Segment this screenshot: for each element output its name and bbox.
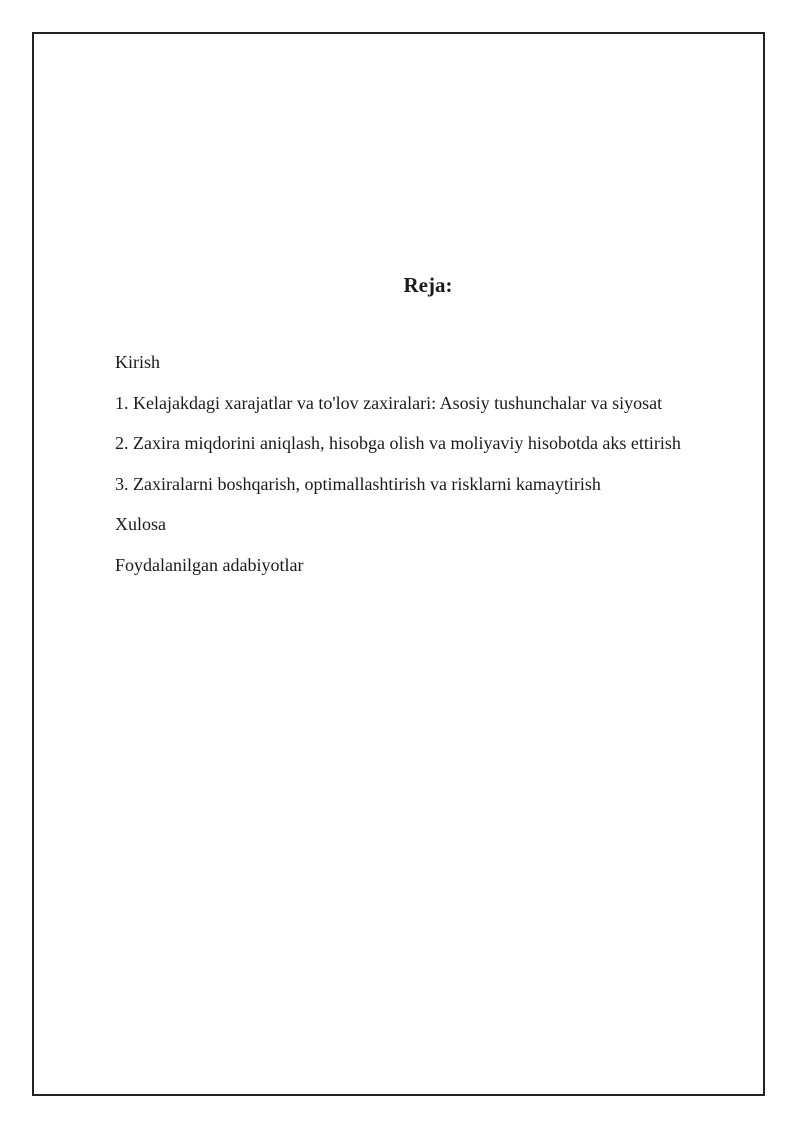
toc-item-introduction: Kirish — [115, 352, 160, 372]
toc-item-references: Foydalanilgan adabiyotlar — [115, 554, 304, 575]
toc-item-conclusion: Xulosa — [115, 514, 166, 534]
toc-item-chapter-3: 3. Zaxiralarni boshqarish, optimallashtirish va risklarni kamaytirish — [115, 473, 601, 494]
toc-item-chapter-2: 2. Zaxira miqdorini aniqlash, hisobga olish va moliyaviy hisobotda aks ettirish — [115, 433, 681, 453]
table-of-contents — [115, 350, 755, 593]
page-title: Reja: — [403, 273, 453, 297]
toc-item-chapter-1: 1. Kelajakdagi xarajatlar va to'lov zaxiralari: Asosiy tushunchalar va siyosat — [115, 392, 663, 413]
